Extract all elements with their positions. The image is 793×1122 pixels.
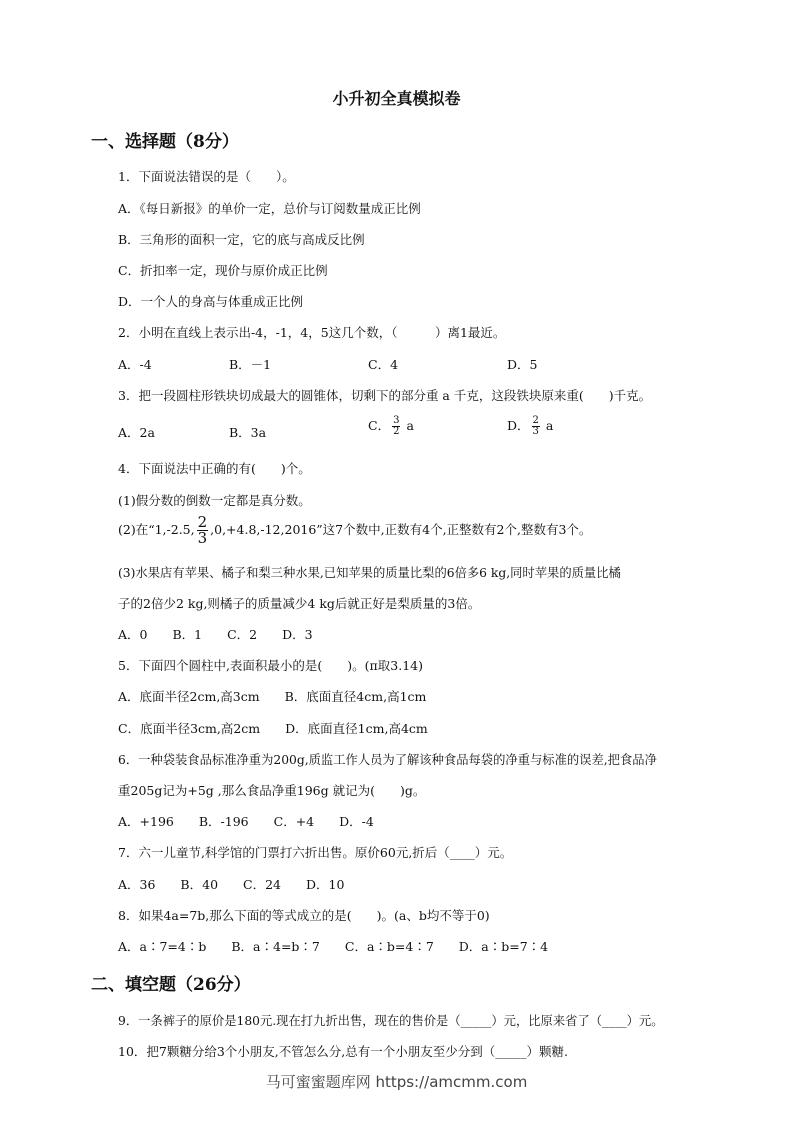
question-3-option-c (368, 416, 414, 437)
question-3-stem: 3．把一段圆柱形铁块切成最大的圆锥体，切剩下的部分重 a 千克，这段铁块原来重( )千克。 (118, 388, 652, 403)
question-3-option-c-variable: a (406, 418, 414, 433)
fraction-numerator: 2 (532, 415, 539, 426)
question-1-option-b: B．三角形的面积一定，它的底与高成反比例 (118, 232, 365, 247)
question-6-options: A．+196 B．-196 C．+4 D．-4 (118, 814, 374, 829)
question-4-stem: 4．下面说法中正确的有( )个。 (118, 461, 311, 476)
fraction-two-thirds (532, 416, 540, 437)
question-3-option-b: B．3a (229, 425, 267, 440)
question-3-option-d-variable: a (545, 418, 554, 433)
section-heading-fill-in: 二、填空题（26分） (91, 975, 251, 995)
question-5-options-ab: A．底面半径2cm,高3cm B．底面直径4cm,高1cm (118, 689, 427, 704)
question-7-stem: 7．六一儿童节,科学馆的门票打六折出售。原价60元,折后（____）元。 (118, 845, 513, 860)
question-4-statement-2 (118, 515, 591, 546)
footer-watermark: 马可蜜蜜题库网 https://amcmm.com (265, 1073, 528, 1091)
question-4-statement-3-line-1: (3)水果店有苹果、橘子和梨三种水果,已知苹果的质量比梨的6倍多6 kg,同时苹果的质量比橘 (118, 566, 621, 580)
question-5-options-cd: C．底面半径3cm,高2cm D．底面直径1cm,高4cm (118, 721, 428, 736)
question-2-option-a: A．-4 (118, 357, 152, 372)
question-3-option-d (507, 416, 553, 437)
section-heading-choice: 一、选择题（8分） (91, 132, 239, 152)
question-10: 10．把7颗糖分给3个小朋友,不管怎么分,总有一个小朋友至少分到（_____）颗糖. (118, 1044, 568, 1059)
page-title: 小升初全真模拟卷 (332, 89, 461, 108)
question-8-stem: 8．如果4a=7b,那么下面的等式成立的是( )。(a、b均不等于0) (118, 908, 490, 923)
question-7-options: A．36 B．40 C．24 D．10 (118, 877, 345, 892)
question-8-options: A．a∶7=4∶b B．a∶4=b∶7 C．a∶b=4∶7 D．a∶b=7∶4 (118, 939, 549, 954)
question-4-statement-1: (1)假分数的倒数一定都是真分数。 (118, 493, 311, 508)
fraction-denominator: 3 (197, 529, 208, 547)
statement-2-suffix: ,0,+4.8,-12,2016”这7个数中,正数有4个,正整数有2个,整数有3个。 (210, 522, 592, 537)
question-2-option-b: B．－1 (229, 357, 272, 372)
question-9: 9．一条裤子的原价是180元.现在打九折出售，现在的售价是（_____）元，比原来省了（____）元。 (118, 1014, 664, 1028)
fraction-numerator: 3 (393, 415, 400, 426)
question-4-statement-3-line-2: 子的2倍少2 kg,则橘子的质量减少4 kg后就正好是梨质量的3倍。 (118, 596, 481, 611)
question-2-option-d: D．5 (507, 357, 538, 372)
question-1-option-c: C．折扣率一定，现价与原价成正比例 (118, 263, 328, 278)
fraction-denominator: 3 (532, 426, 539, 437)
fraction-numerator: 2 (197, 513, 208, 531)
fraction-two-thirds (197, 515, 209, 546)
question-2-stem: 2．小明在直线上表示出-4，-1，4，5这几个数，（ ）离1最近。 (118, 325, 506, 340)
question-3-option-c-label: C． (368, 418, 391, 433)
statement-2-prefix: (2)在“1,-2.5, (118, 522, 195, 537)
question-1-stem: 1．下面说法错误的是（ ）。 (118, 169, 295, 184)
question-4-options: A．0 B．1 C．2 D．3 (118, 627, 313, 642)
question-1-option-d: D．一个人的身高与体重成正比例 (118, 294, 304, 309)
fraction-three-halves (392, 416, 400, 437)
question-3-option-a: A．2a (118, 425, 155, 440)
question-6-stem-line-1: 6．一种袋装食品标准净重为200g,质监工作人员为了解该种食品每袋的净重与标准的误差,把食品净 (118, 753, 657, 767)
question-2-option-c: C．4 (368, 357, 399, 372)
question-5-stem: 5．下面四个圆柱中,表面积最小的是( )。(π取3.14) (118, 658, 423, 673)
fraction-denominator: 2 (393, 426, 400, 437)
question-1-option-a: A．《每日新报》的单价一定，总价与订阅数量成正比例 (118, 201, 421, 216)
question-6-stem-line-2: 重205g记为+5g ,那么食品净重196g 就记为( )g。 (118, 783, 426, 798)
question-3-option-d-label: D． (507, 418, 530, 433)
